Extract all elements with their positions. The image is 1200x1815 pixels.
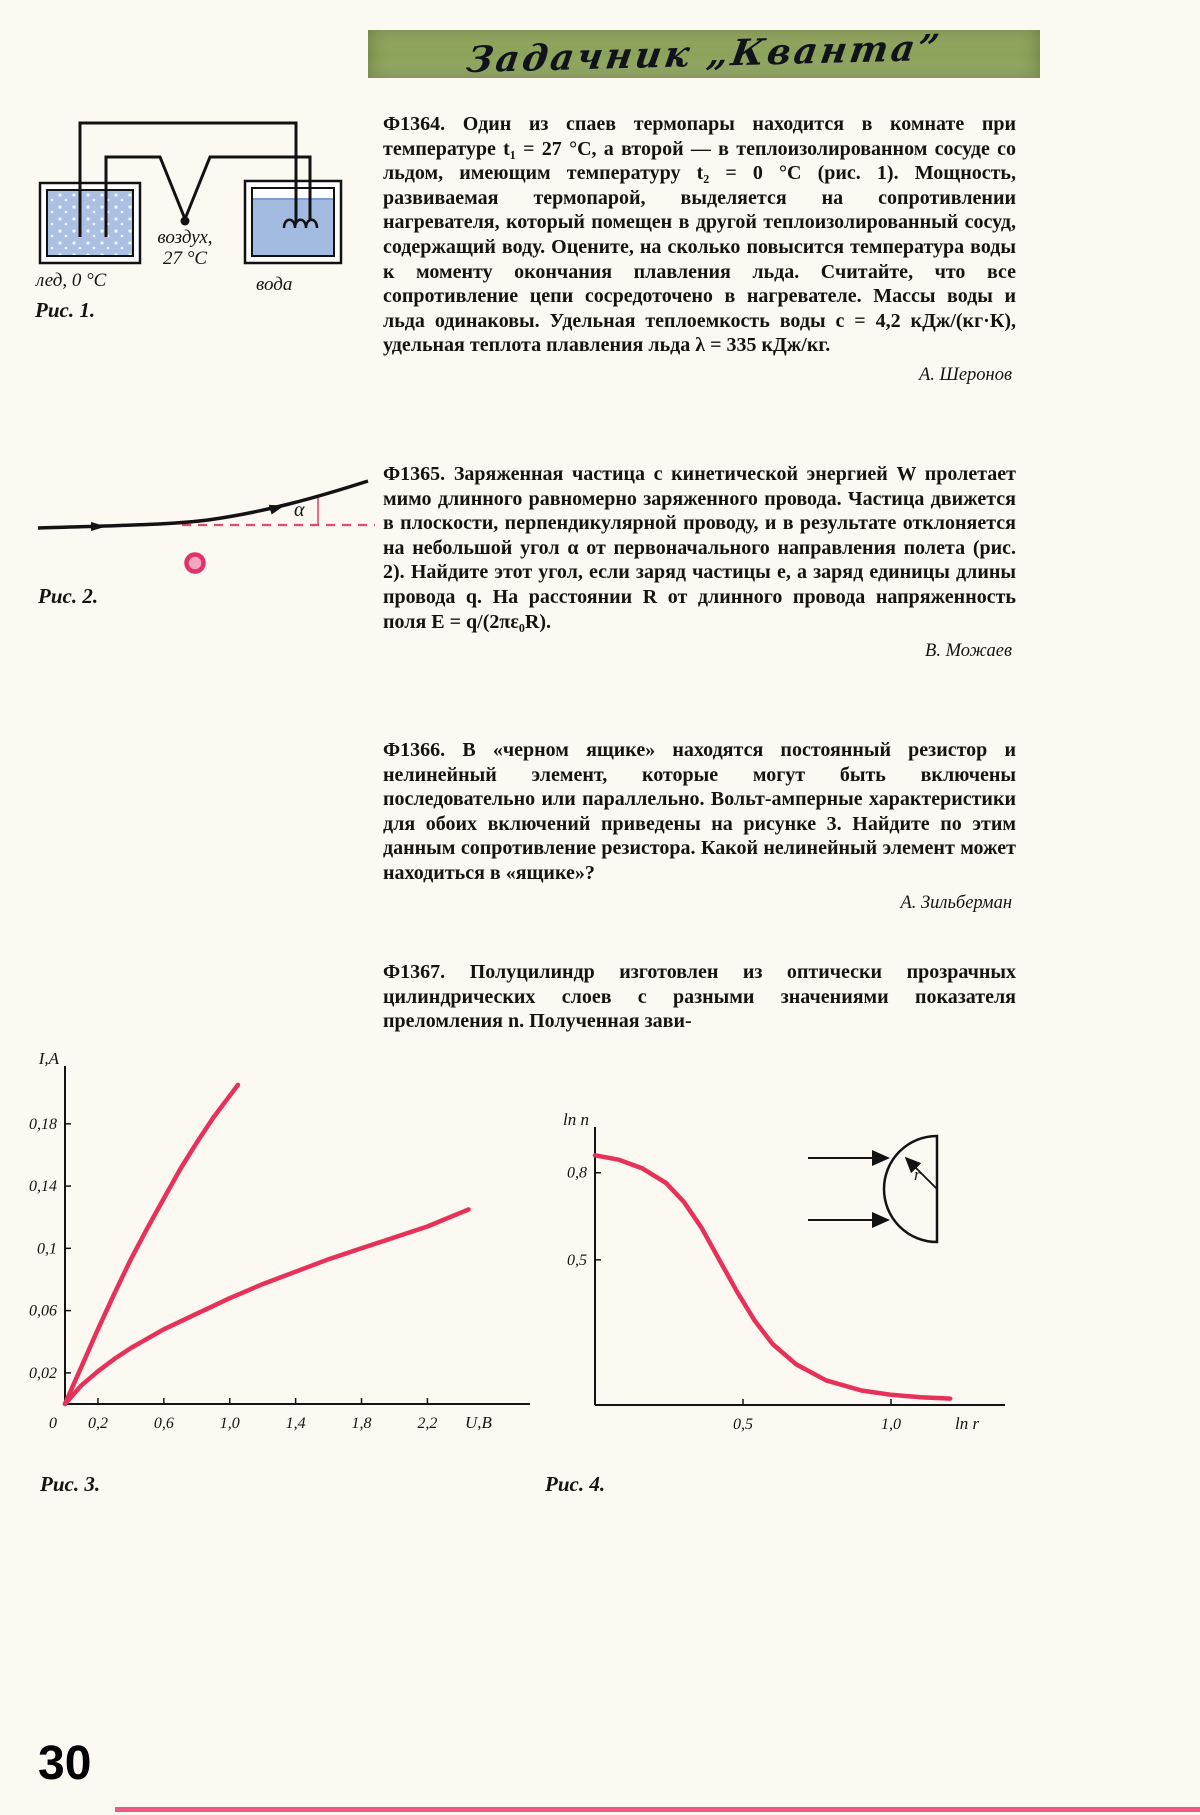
fig4-radius-label: r — [914, 1165, 921, 1184]
problem-f1364-body: Один из спаев термопары находится в комнате при температуре t₁ = 27 °C, а второй — в теплоизолированном сосуде со льдом, имеющим температуру t₂ = 0 °C (рис. 1). Мощность, развиваемая термопарой, выделяется на сопротивлении нагревателя, который помещен в другой теплоизолированный сосуд, содержащий воду. Оцените, на сколько повысится температура воды к моменту окончания плавления льда. Считайте, что все сопротивление цепи сосредоточено в нагревателе. Массы воды и льда одинаковы. Удельная теплоемкость воды c = 4,2 кДж/(кг·К), удельная теплота плавления льда λ = 335 кДж/кг. — [383, 113, 1017, 357]
air-junction-dot — [181, 217, 190, 226]
x-tick-label: 1,4 — [285, 1415, 306, 1432]
fig2-caption: Рис. 2. — [38, 584, 99, 608]
problem-f1367 — [383, 960, 1016, 1034]
page-number: 30 — [38, 1737, 92, 1790]
x-tick-label: 0,5 — [733, 1416, 753, 1433]
problem-f1365 — [383, 462, 1016, 662]
charged-wire-cross-section — [187, 555, 204, 572]
problem-f1366-number: Ф1366. — [383, 739, 446, 761]
fig4-inset — [800, 1126, 1015, 1261]
fig1-air-label-line2: 27 °C — [162, 248, 208, 269]
x-tick-label: 1,0 — [881, 1416, 901, 1433]
problem-f1367-number: Ф1367. — [383, 961, 446, 983]
series-curve-shallow — [65, 1209, 469, 1404]
figure-1 — [28, 95, 380, 310]
x-axis-label: ln r — [955, 1414, 980, 1433]
y-axis-label: I,A — [38, 1052, 59, 1068]
problem-f1366-body: В «черном ящике» находятся постоянный резистор и нелинейный элемент, которые могут быть включены последовательно или параллельно. Вольт-амперные характеристики для обоих включений приведены на рисунке 3. Найдите по этим данным сопротивление резистора. Какой нелинейный элемент может находиться в «ящике»? — [383, 739, 1016, 884]
y-tick-label: 0,06 — [29, 1302, 57, 1320]
origin-label: 0 — [49, 1415, 57, 1432]
problem-f1365-text — [383, 462, 1016, 634]
fig3-iv-chart — [25, 1052, 540, 1452]
problem-f1367-text — [383, 960, 1016, 1034]
problem-f1365-body: Заряженная частица с кинетической энергией W пролетает мимо длинного равномерно заряженного провода. Частица движется в плоскости, перпендикулярной проводу, и в результате отклоняется на небольшой угол α от первоначального направления полета (рис. 2). Найдите этот угол, если заряд частицы e, а заряд единицы длины провода q. На расстоянии R от длинного провода напряженность поля E = q/(2πε₀R). — [383, 463, 1017, 633]
problem-f1364-number: Ф1364. — [383, 113, 446, 135]
problem-f1366 — [383, 738, 1016, 914]
y-tick-label: 0,02 — [29, 1364, 57, 1382]
problem-f1367-body: Полуцилиндр изготовлен из оптически прозрачных цилиндрических слоев с разными значениями показателя преломления n. Полученная зави- — [383, 961, 1016, 1033]
problem-f1364-text — [383, 112, 1016, 358]
x-tick-label: 2,2 — [417, 1415, 438, 1432]
x-tick-label: 1,0 — [219, 1415, 240, 1432]
x-tick-label: 1,8 — [351, 1415, 372, 1432]
half-cylinder-outline — [884, 1136, 937, 1242]
fig2-trajectory-drawing — [30, 468, 385, 588]
fig1-air-label — [130, 227, 240, 269]
problem-f1364 — [383, 112, 1016, 386]
fig1-water-label: вода — [256, 274, 293, 295]
problem-f1366-author: А. Зильберман — [900, 892, 1012, 913]
problem-f1365-author: В. Можаев — [925, 641, 1012, 662]
x-tick-label: 0,2 — [87, 1415, 108, 1432]
section-banner — [368, 26, 1040, 82]
problem-f1365-number: Ф1365. — [383, 463, 446, 485]
problem-f1364-author: А. Шеронов — [918, 364, 1012, 385]
x-tick-label: 0,6 — [153, 1415, 174, 1432]
y-tick-label: 0,5 — [567, 1251, 587, 1269]
fig1-caption: Рис. 1. — [35, 298, 96, 322]
y-tick-label: 0,14 — [29, 1178, 57, 1196]
x-axis-label: U,B — [465, 1413, 492, 1432]
figure-2 — [30, 468, 390, 598]
section-title: Задачник „Кванта” — [463, 26, 945, 82]
radius-arrow — [906, 1158, 937, 1189]
trajectory-arrowhead-1 — [91, 522, 106, 531]
series-curve-steep — [65, 1085, 238, 1404]
trajectory-arrowhead-2 — [269, 505, 285, 515]
y-axis-label: ln n — [563, 1110, 589, 1129]
y-tick-label: 0,1 — [37, 1240, 57, 1258]
fig1-air-label-line1: воздух, — [157, 227, 213, 248]
fig2-angle-label: α — [294, 499, 305, 521]
fig1-ice-label: лед, 0 °C — [36, 270, 107, 291]
problem-f1366-text — [383, 738, 1016, 886]
fig3-caption: Рис. 3. — [40, 1472, 101, 1496]
y-tick-label: 0,8 — [567, 1164, 587, 1182]
y-tick-label: 0,18 — [29, 1115, 57, 1133]
fig4-halfcylinder-drawing — [800, 1126, 1015, 1261]
fig4-caption: Рис. 4. — [545, 1472, 606, 1496]
page-bottom-color-strip — [115, 1807, 1200, 1812]
